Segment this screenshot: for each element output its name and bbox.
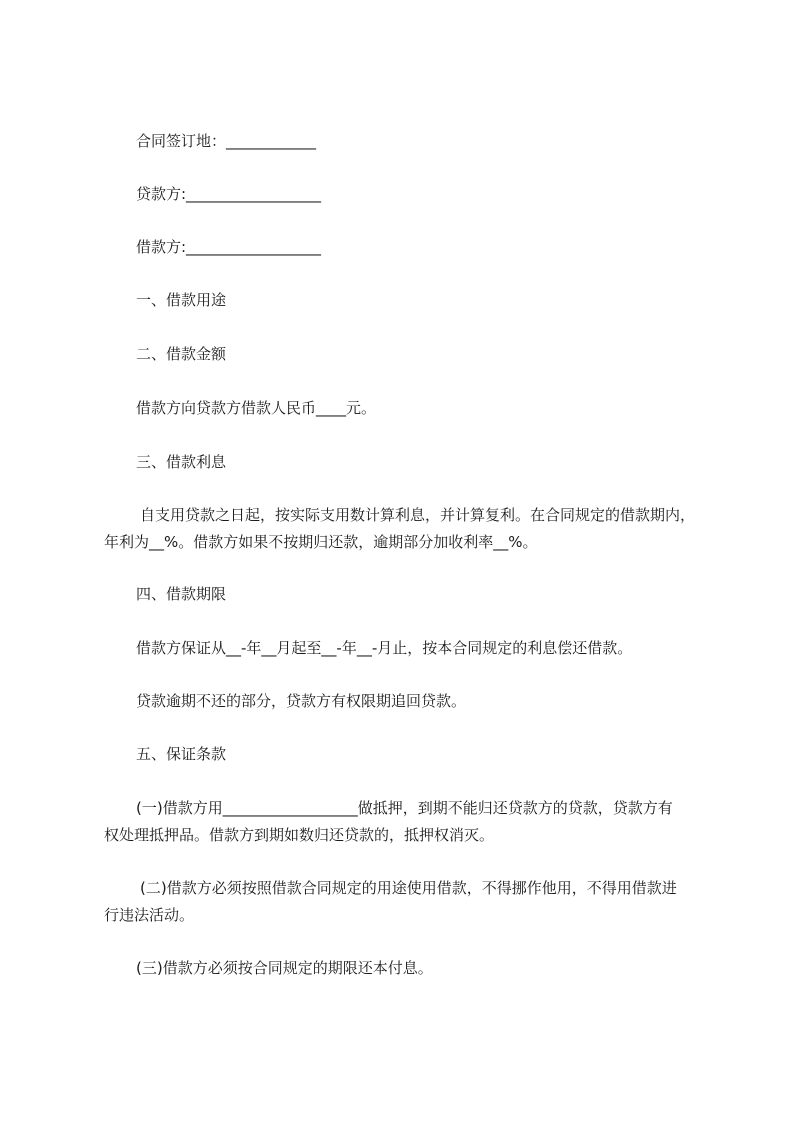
borrower-line: 借款方:__________________	[136, 238, 322, 256]
clause-3: (三)借款方必须按合同规定的期限还本付息。	[136, 959, 433, 977]
section-3-heading: 三、借款利息	[136, 453, 227, 471]
clause-2-line-2: 行违法活动。	[104, 906, 195, 924]
clause-1-line-1: (一)借款方用__________________做抵押，到期不能归还贷款方的贷款，贷款方有	[136, 799, 673, 817]
section-4-text-2: 贷款逾期不还的部分，贷款方有权限期追回贷款。	[136, 692, 467, 710]
section-4-heading: 四、借款期限	[136, 585, 227, 603]
lender-line: 贷款方:__________________	[136, 185, 322, 203]
clause-1-line-2: 权处理抵押品。借款方到期如数归还贷款的，抵押权消灭。	[104, 826, 495, 844]
section-3-text-line-1: 自支用贷款之日起，按实际支用数计算利息，并计算复利。在合同规定的借款期内，	[140, 506, 696, 524]
clause-2-line-1: (二)借款方必须按照借款合同规定的用途使用借款，不得挪作他用，不得用借款进	[140, 879, 677, 897]
section-1-heading: 一、借款用途	[136, 291, 227, 309]
section-2-heading: 二、借款金额	[136, 345, 227, 363]
section-5-heading: 五、保证条款	[136, 745, 227, 763]
section-3-text-line-2: 年利为__%。借款方如果不按期归还款，逾期部分加收利率__%。	[104, 533, 538, 551]
section-2-text: 借款方向贷款方借款人民币____元。	[136, 399, 377, 417]
signing-place-line: 合同签订地：____________	[136, 132, 317, 150]
section-4-text-1: 借款方保证从__-年__月起至__-年__-月止，按本合同规定的利息偿还借款。	[136, 639, 633, 657]
